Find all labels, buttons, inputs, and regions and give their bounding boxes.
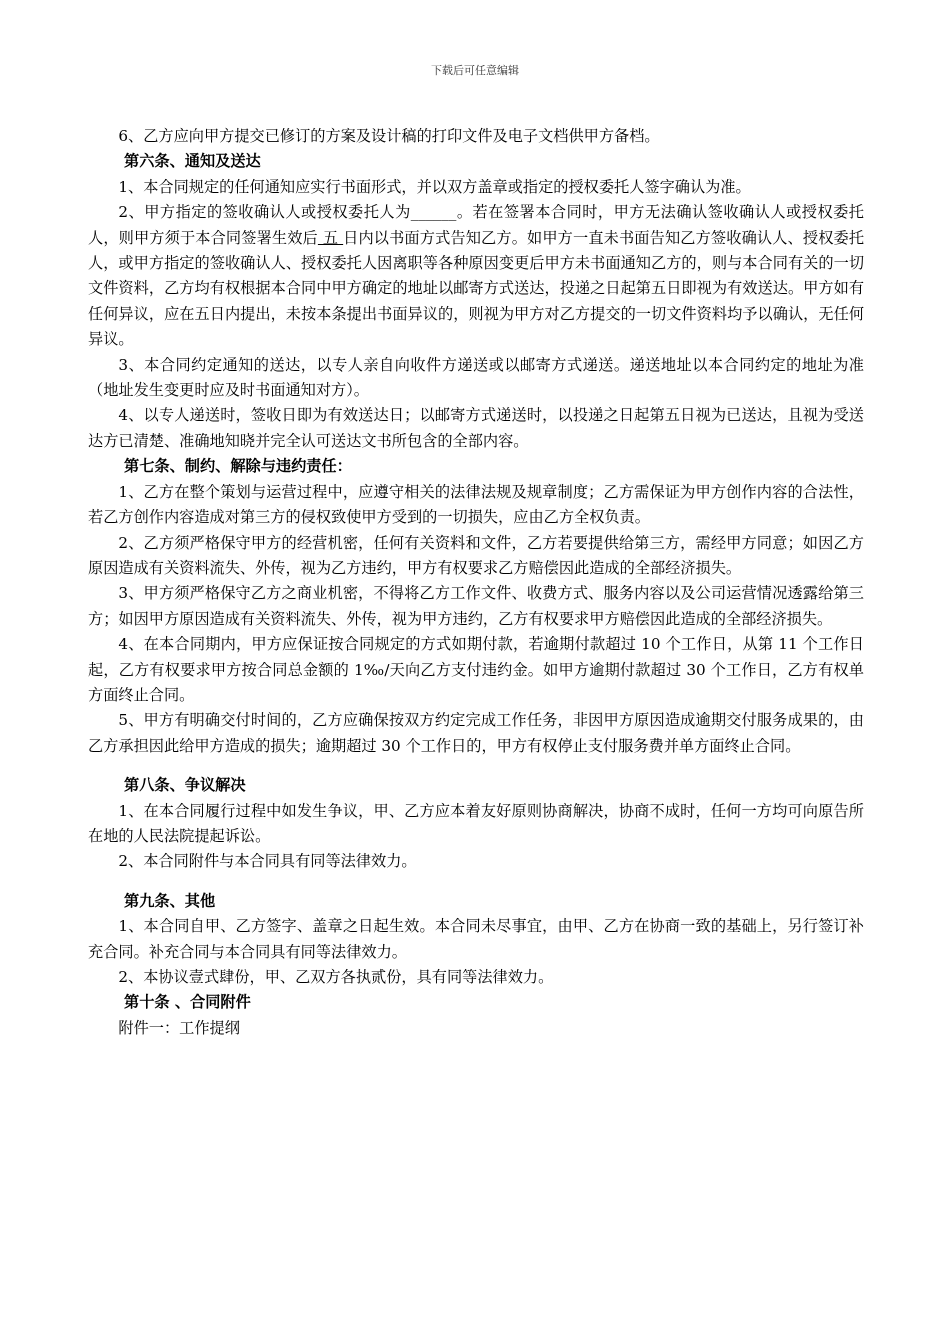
clause-9-2: 2、本协议壹式肆份，甲、乙双方各执贰份，具有同等法律效力。 bbox=[118, 968, 554, 986]
clause-6-2 bbox=[88, 200, 864, 352]
clause-6-1: 1、本合同规定的任何通知应实行书面形式，并以双方盖章或指定的授权委托人签字确认为准。 bbox=[118, 177, 751, 196]
article-6-heading: 第六条、通知及送达 bbox=[124, 152, 261, 171]
clause-6-4: 4、以专人递送时，签收日即为有效送达日；以邮寄方式递送时，以投递之日起第五日视为已送达，且视为受送达方已清楚、准确地知晓并完全认可送达文书所包含的全部内容。 bbox=[88, 406, 864, 450]
clause-6-2-days: 五 bbox=[317, 228, 344, 247]
clause-7-2: 2、乙方须严格保守甲方的经营机密，任何有关资料和文件，乙方若要提供给第三方，需经甲方同意；如因乙方原因造成有关资料流失、外传，视为乙方违约，甲方有权要求乙方赔偿因此造成的全部经济损失。 bbox=[88, 533, 864, 577]
clause-7-5: 5、甲方有明确交付时间的，乙方应确保按双方约定完成工作任务，非因甲方原因造成逾期交付服务成果的，由乙方承担因此给甲方造成的损失；逾期超过 30 个工作日的，甲方有权停止支付服务费并单方面终止合同。 bbox=[88, 711, 864, 755]
clause-7-3: 3、甲方须严格保守乙方之商业机密，不得将乙方工作文件、收费方式、服务内容以及公司运营情况透露给第三方；如因甲方原因造成有关资料流失、外传，视为甲方违约，乙方有权要求甲方赔偿因此造成的全部经济损失。 bbox=[88, 584, 864, 628]
page-header-note: 下载后可任意编辑 bbox=[431, 64, 519, 77]
attachment-1: 附件一：工作提纲 bbox=[118, 1018, 240, 1037]
article-9-heading: 第九条、其他 bbox=[124, 891, 216, 910]
clause-6-3: 3、本合同约定通知的送达，以专人亲自向收件方递送或以邮寄方式递送。递送地址以本合同约定的地址为准（地址发生变更时应及时书面通知对方）。 bbox=[88, 355, 864, 400]
clause-6-2-part-b: 日内以书面方式告知乙方。如甲方一直未书面告知乙方签收确认人、授权委托人，或甲方指定的签收确认人、授权委托人因离职等各种原因变更后甲方未书面通知乙方的，则与本合同有关的一切文件资料，乙方均有权根据本合同中甲方确定的地址以邮寄方式送达，投递之日起第五日即视为有效送达。甲方如有任何异议，应在五日内提出，未按本条提出书面异议的，则视为甲方对乙方提交的一切文件资料均予以确认，无任何异议。 bbox=[88, 228, 865, 349]
clause-6-2-part-a: 2、甲方指定的签收确认人或授权委托人为______。若在签署本合同时，甲方无法确认签收确认人或授权委托人，则甲方须于本合同签署生效后 bbox=[88, 203, 864, 247]
clause-6-item-6: 6、乙方应向甲方提交已修订的方案及设计稿的打印文件及电子文档供甲方备档。 bbox=[118, 127, 660, 145]
clause-8-2: 2、本合同附件与本合同具有同等法律效力。 bbox=[118, 852, 417, 871]
article-8-heading: 第八条、争议解决 bbox=[124, 776, 246, 795]
clause-7-4: 4、在本合同期内，甲方应保证按合同规定的方式如期付款，若逾期付款超过 10 个工作日，从第 11 个工作日起，乙方有权要求甲方按合同总金额的 1‰/天向乙方支付违约金。如甲方逾期付款超过 30 个工作日，乙方有权单方面终止合同。 bbox=[88, 635, 864, 704]
clause-9-1: 1、本合同自甲、乙方签字、盖章之日起生效。本合同未尽事宜，由甲、乙方在协商一致的基础上，另行签订补充合同。补充合同与本合同具有同等法律效力。 bbox=[88, 917, 864, 961]
article-7-heading: 第七条、制约、解除与违约责任： bbox=[124, 457, 352, 476]
clause-7-1: 1、乙方在整个策划与运营过程中，应遵守相关的法律法规及规章制度；乙方需保证为甲方创作内容的合法性，若乙方创作内容造成对第三方的侵权致使甲方受到的一切损失，应由乙方全权负责。 bbox=[88, 482, 864, 527]
contract-body bbox=[88, 124, 864, 1041]
clause-8-1: 1、在本合同履行过程中如发生争议，甲、乙方应本着友好原则协商解决，协商不成时，任何一方均可向原告所在地的人民法院提起诉讼。 bbox=[88, 801, 864, 845]
article-10-heading: 第十条 、合同附件 bbox=[124, 993, 251, 1012]
